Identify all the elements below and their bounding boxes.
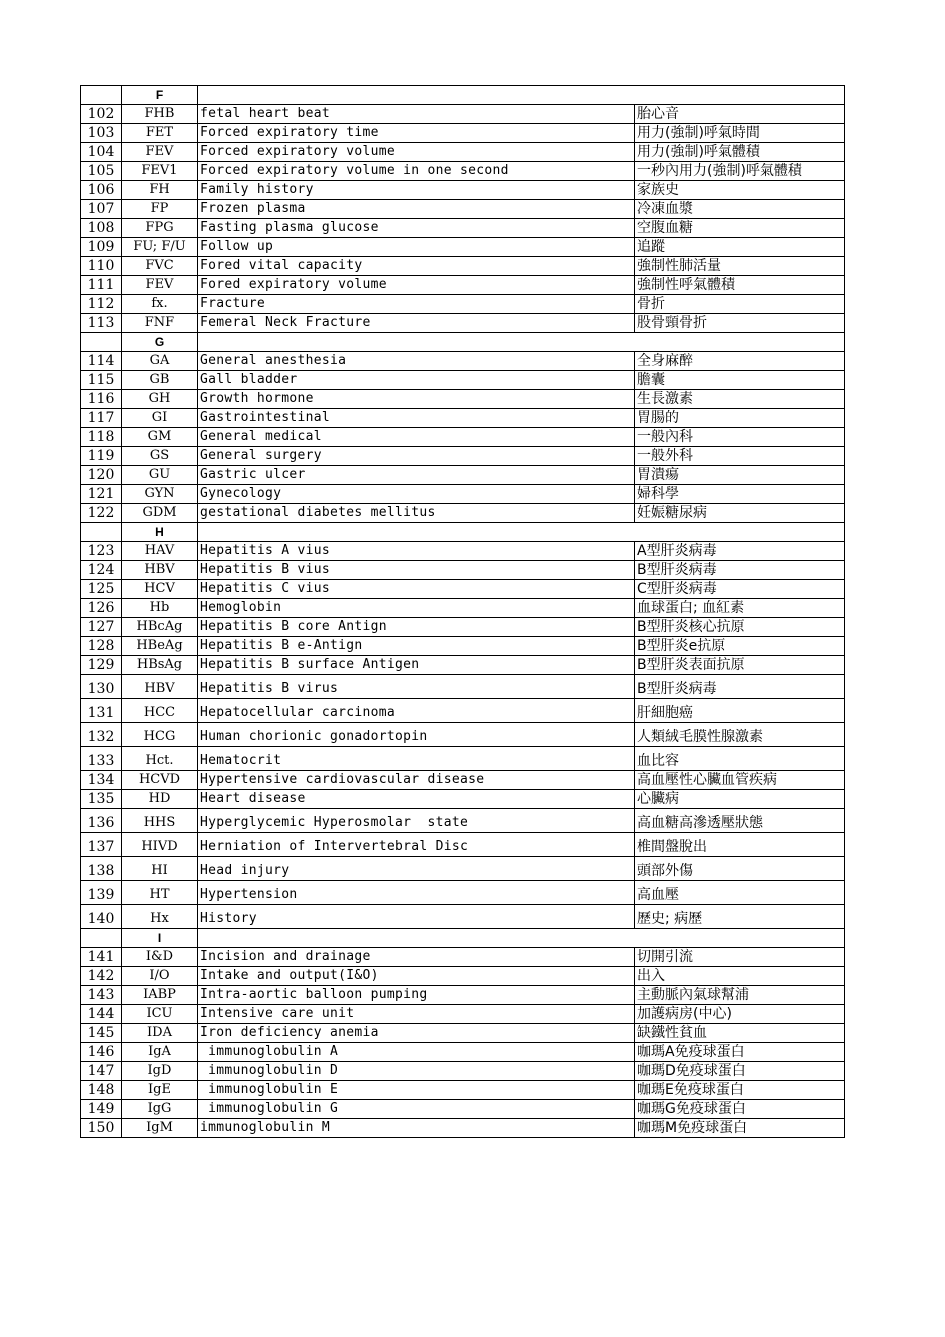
english-term-cell: Hepatitis C vius: [198, 580, 635, 599]
english-term-cell: History: [198, 905, 635, 929]
row-number: 102: [81, 105, 122, 124]
section-blank-cell: [81, 333, 122, 352]
row-number: 110: [81, 257, 122, 276]
english-term-cell: Follow up: [198, 238, 635, 257]
chinese-term-cell: 追蹤: [635, 238, 845, 257]
row-number: 141: [81, 948, 122, 967]
english-term-cell: Iron deficiency anemia: [198, 1024, 635, 1043]
table-row: [81, 352, 845, 371]
english-term-cell: Hemoglobin: [198, 599, 635, 618]
section-header-row: [81, 333, 845, 352]
english-term-cell: Gastric ulcer: [198, 466, 635, 485]
chinese-term-cell: B型肝炎核心抗原: [635, 618, 845, 637]
table-row: [81, 790, 845, 809]
table-row: [81, 675, 845, 699]
table-row: [81, 238, 845, 257]
row-number: 105: [81, 162, 122, 181]
english-term-cell: immunoglobulin G: [198, 1100, 635, 1119]
section-header-row: [81, 523, 845, 542]
abbreviation-cell: FHB: [122, 105, 198, 124]
chinese-term-cell: 人類絨毛膜性腺激素: [635, 723, 845, 747]
abbreviation-cell: IgG: [122, 1100, 198, 1119]
abbreviation-cell: IgM: [122, 1119, 198, 1138]
chinese-term-cell: 胃潰瘍: [635, 466, 845, 485]
english-term-cell: General anesthesia: [198, 352, 635, 371]
english-term-cell: Forced expiratory time: [198, 124, 635, 143]
chinese-term-cell: 一秒內用力(強制)呼氣體積: [635, 162, 845, 181]
section-letter: H: [122, 523, 198, 542]
chinese-term-cell: 咖瑪G免疫球蛋白: [635, 1100, 845, 1119]
abbreviation-cell: GA: [122, 352, 198, 371]
row-number: 114: [81, 352, 122, 371]
abbreviation-cell: HCG: [122, 723, 198, 747]
english-term-cell: Family history: [198, 181, 635, 200]
table-row: [81, 466, 845, 485]
english-term-cell: Hematocrit: [198, 747, 635, 771]
chinese-term-cell: 空腹血糖: [635, 219, 845, 238]
table-row: [81, 833, 845, 857]
table-row: [81, 390, 845, 409]
english-term-cell: General surgery: [198, 447, 635, 466]
table-row: [81, 948, 845, 967]
chinese-term-cell: 咖瑪M免疫球蛋白: [635, 1119, 845, 1138]
english-term-cell: Human chorionic gonadortopin: [198, 723, 635, 747]
table-row: [81, 881, 845, 905]
row-number: 129: [81, 656, 122, 675]
table-row: [81, 542, 845, 561]
table-row: [81, 809, 845, 833]
section-blank-cell: [81, 86, 122, 105]
table-row: [81, 1024, 845, 1043]
chinese-term-cell: A型肝炎病毒: [635, 542, 845, 561]
chinese-term-cell: 一般內科: [635, 428, 845, 447]
english-term-cell: Hepatitis B virus: [198, 675, 635, 699]
abbreviation-cell: HCV: [122, 580, 198, 599]
abbreviation-cell: HIVD: [122, 833, 198, 857]
english-term-cell: Growth hormone: [198, 390, 635, 409]
row-number: 147: [81, 1062, 122, 1081]
row-number: 143: [81, 986, 122, 1005]
abbreviation-cell: FNF: [122, 314, 198, 333]
english-term-cell: General medical: [198, 428, 635, 447]
abbreviation-cell: GS: [122, 447, 198, 466]
chinese-term-cell: C型肝炎病毒: [635, 580, 845, 599]
row-number: 111: [81, 276, 122, 295]
row-number: 119: [81, 447, 122, 466]
chinese-term-cell: 妊娠糖尿病: [635, 504, 845, 523]
row-number: 126: [81, 599, 122, 618]
table-row: [81, 905, 845, 929]
abbreviation-cell: I/O: [122, 967, 198, 986]
english-term-cell: Fracture: [198, 295, 635, 314]
english-term-cell: fetal heart beat: [198, 105, 635, 124]
row-number: 104: [81, 143, 122, 162]
table-row: [81, 124, 845, 143]
english-term-cell: Hypertensive cardiovascular disease: [198, 771, 635, 790]
section-letter: F: [122, 86, 198, 105]
abbreviation-cell: HBcAg: [122, 618, 198, 637]
abbreviation-cell: HBsAg: [122, 656, 198, 675]
row-number: 122: [81, 504, 122, 523]
row-number: 134: [81, 771, 122, 790]
abbreviation-cell: FU; F/U: [122, 238, 198, 257]
english-term-cell: Heart disease: [198, 790, 635, 809]
chinese-term-cell: 缺鐵性貧血: [635, 1024, 845, 1043]
abbreviation-cell: GI: [122, 409, 198, 428]
row-number: 103: [81, 124, 122, 143]
english-term-cell: Forced expiratory volume in one second: [198, 162, 635, 181]
abbreviation-cell: fx.: [122, 295, 198, 314]
table-row: [81, 599, 845, 618]
english-term-cell: Hepatitis B e-Antign: [198, 637, 635, 656]
english-term-cell: gestational diabetes mellitus: [198, 504, 635, 523]
row-number: 131: [81, 699, 122, 723]
chinese-term-cell: 加護病房(中心): [635, 1005, 845, 1024]
abbreviation-cell: HHS: [122, 809, 198, 833]
row-number: 115: [81, 371, 122, 390]
chinese-term-cell: 股骨頸骨折: [635, 314, 845, 333]
abbreviation-cell: FH: [122, 181, 198, 200]
chinese-term-cell: 家族史: [635, 181, 845, 200]
abbreviation-cell: Hx: [122, 905, 198, 929]
row-number: 136: [81, 809, 122, 833]
section-blank-cell: [198, 333, 845, 352]
english-term-cell: Incision and drainage: [198, 948, 635, 967]
abbreviation-cell: Hb: [122, 599, 198, 618]
english-term-cell: Gastrointestinal: [198, 409, 635, 428]
chinese-term-cell: 強制性呼氣體積: [635, 276, 845, 295]
row-number: 117: [81, 409, 122, 428]
english-term-cell: Fasting plasma glucose: [198, 219, 635, 238]
table-row: [81, 276, 845, 295]
english-term-cell: Hepatitis B core Antign: [198, 618, 635, 637]
table-row: [81, 1119, 845, 1138]
abbreviation-cell: FVC: [122, 257, 198, 276]
english-term-cell: immunoglobulin D: [198, 1062, 635, 1081]
english-term-cell: Fored vital capacity: [198, 257, 635, 276]
table-row: [81, 162, 845, 181]
table-row: [81, 637, 845, 656]
abbreviation-cell: HD: [122, 790, 198, 809]
chinese-term-cell: B型肝炎病毒: [635, 561, 845, 580]
english-term-cell: immunoglobulin M: [198, 1119, 635, 1138]
english-term-cell: Gall bladder: [198, 371, 635, 390]
abbreviation-cell: GYN: [122, 485, 198, 504]
chinese-term-cell: 椎間盤脫出: [635, 833, 845, 857]
abbreviation-table: [80, 85, 845, 1138]
row-number: 140: [81, 905, 122, 929]
abbreviation-cell: GH: [122, 390, 198, 409]
table-row: [81, 580, 845, 599]
section-letter: I: [122, 929, 198, 948]
table-row: [81, 1005, 845, 1024]
chinese-term-cell: B型肝炎表面抗原: [635, 656, 845, 675]
row-number: 133: [81, 747, 122, 771]
row-number: 138: [81, 857, 122, 881]
abbreviation-cell: IgD: [122, 1062, 198, 1081]
table-row: [81, 656, 845, 675]
row-number: 109: [81, 238, 122, 257]
table-row: [81, 314, 845, 333]
chinese-term-cell: 骨折: [635, 295, 845, 314]
chinese-term-cell: 肝細胞癌: [635, 699, 845, 723]
table-row: [81, 219, 845, 238]
table-body: [81, 86, 845, 1138]
abbreviation-cell: GM: [122, 428, 198, 447]
row-number: 121: [81, 485, 122, 504]
chinese-term-cell: 咖瑪A免疫球蛋白: [635, 1043, 845, 1062]
row-number: 132: [81, 723, 122, 747]
row-number: 107: [81, 200, 122, 219]
chinese-term-cell: 胎心音: [635, 105, 845, 124]
english-term-cell: Intra-aortic balloon pumping: [198, 986, 635, 1005]
table-row: [81, 143, 845, 162]
english-term-cell: Hypertension: [198, 881, 635, 905]
row-number: 118: [81, 428, 122, 447]
english-term-cell: Frozen plasma: [198, 200, 635, 219]
abbreviation-cell: FEV: [122, 143, 198, 162]
chinese-term-cell: 高血糖高滲透壓狀態: [635, 809, 845, 833]
row-number: 127: [81, 618, 122, 637]
section-blank-cell: [81, 929, 122, 948]
chinese-term-cell: 一般外科: [635, 447, 845, 466]
abbreviation-cell: HT: [122, 881, 198, 905]
table-row: [81, 428, 845, 447]
abbreviation-cell: I&D: [122, 948, 198, 967]
chinese-term-cell: 用力(強制)呼氣體積: [635, 143, 845, 162]
english-term-cell: immunoglobulin E: [198, 1081, 635, 1100]
english-term-cell: Forced expiratory volume: [198, 143, 635, 162]
english-term-cell: Intensive care unit: [198, 1005, 635, 1024]
row-number: 112: [81, 295, 122, 314]
chinese-term-cell: 血球蛋白; 血紅素: [635, 599, 845, 618]
abbreviation-cell: IABP: [122, 986, 198, 1005]
table-row: [81, 1100, 845, 1119]
section-blank-cell: [198, 86, 845, 105]
english-term-cell: immunoglobulin A: [198, 1043, 635, 1062]
chinese-term-cell: 全身麻醉: [635, 352, 845, 371]
table-row: [81, 561, 845, 580]
row-number: 137: [81, 833, 122, 857]
chinese-term-cell: 高血壓性心臟血管疾病: [635, 771, 845, 790]
abbreviation-cell: ICU: [122, 1005, 198, 1024]
abbreviation-cell: GDM: [122, 504, 198, 523]
chinese-term-cell: 出入: [635, 967, 845, 986]
abbreviation-cell: FP: [122, 200, 198, 219]
abbreviation-cell: FEV1: [122, 162, 198, 181]
abbreviation-cell: IgE: [122, 1081, 198, 1100]
chinese-term-cell: 冷凍血漿: [635, 200, 845, 219]
row-number: 123: [81, 542, 122, 561]
abbreviation-cell: IDA: [122, 1024, 198, 1043]
row-number: 116: [81, 390, 122, 409]
abbreviation-cell: FEV: [122, 276, 198, 295]
row-number: 106: [81, 181, 122, 200]
english-term-cell: Hepatitis B vius: [198, 561, 635, 580]
table-row: [81, 723, 845, 747]
table-row: [81, 699, 845, 723]
section-header-row: [81, 86, 845, 105]
table-row: [81, 181, 845, 200]
row-number: 113: [81, 314, 122, 333]
abbreviation-cell: Hct.: [122, 747, 198, 771]
abbreviation-cell: IgA: [122, 1043, 198, 1062]
table-row: [81, 295, 845, 314]
row-number: 142: [81, 967, 122, 986]
abbreviation-cell: HCVD: [122, 771, 198, 790]
abbreviation-cell: HBV: [122, 561, 198, 580]
chinese-term-cell: 主動脈內氣球幫浦: [635, 986, 845, 1005]
table-row: [81, 1081, 845, 1100]
row-number: 145: [81, 1024, 122, 1043]
table-row: [81, 771, 845, 790]
abbreviation-cell: HBV: [122, 675, 198, 699]
row-number: 124: [81, 561, 122, 580]
table-row: [81, 504, 845, 523]
row-number: 120: [81, 466, 122, 485]
abbreviation-cell: GU: [122, 466, 198, 485]
row-number: 130: [81, 675, 122, 699]
chinese-term-cell: 心臟病: [635, 790, 845, 809]
chinese-term-cell: 歷史; 病歷: [635, 905, 845, 929]
chinese-term-cell: 血比容: [635, 747, 845, 771]
row-number: 148: [81, 1081, 122, 1100]
row-number: 108: [81, 219, 122, 238]
abbreviation-cell: HI: [122, 857, 198, 881]
table-row: [81, 485, 845, 504]
table-row: [81, 1062, 845, 1081]
chinese-term-cell: 胃腸的: [635, 409, 845, 428]
english-term-cell: Hepatitis A vius: [198, 542, 635, 561]
chinese-term-cell: 膽囊: [635, 371, 845, 390]
table-row: [81, 200, 845, 219]
chinese-term-cell: 強制性肺活量: [635, 257, 845, 276]
chinese-term-cell: 咖瑪E免疫球蛋白: [635, 1081, 845, 1100]
row-number: 135: [81, 790, 122, 809]
chinese-term-cell: B型肝炎病毒: [635, 675, 845, 699]
english-term-cell: Intake and output(I&O): [198, 967, 635, 986]
chinese-term-cell: B型肝炎e抗原: [635, 637, 845, 656]
abbreviation-cell: GB: [122, 371, 198, 390]
table-row: [81, 409, 845, 428]
table-row: [81, 371, 845, 390]
section-header-row: [81, 929, 845, 948]
row-number: 150: [81, 1119, 122, 1138]
row-number: 149: [81, 1100, 122, 1119]
table-row: [81, 447, 845, 466]
abbreviation-cell: HBeAg: [122, 637, 198, 656]
english-term-cell: Hyperglycemic Hyperosmolar state: [198, 809, 635, 833]
chinese-term-cell: 切開引流: [635, 948, 845, 967]
row-number: 146: [81, 1043, 122, 1062]
table-row: [81, 857, 845, 881]
english-term-cell: Hepatocellular carcinoma: [198, 699, 635, 723]
row-number: 139: [81, 881, 122, 905]
section-blank-cell: [198, 929, 845, 948]
table-row: [81, 986, 845, 1005]
english-term-cell: Femeral Neck Fracture: [198, 314, 635, 333]
table-row: [81, 618, 845, 637]
chinese-term-cell: 高血壓: [635, 881, 845, 905]
chinese-term-cell: 生長激素: [635, 390, 845, 409]
english-term-cell: Fored expiratory volume: [198, 276, 635, 295]
english-term-cell: Herniation of Intervertebral Disc: [198, 833, 635, 857]
section-blank-cell: [81, 523, 122, 542]
abbreviation-cell: HCC: [122, 699, 198, 723]
table-row: [81, 967, 845, 986]
abbreviation-cell: HAV: [122, 542, 198, 561]
english-term-cell: Head injury: [198, 857, 635, 881]
row-number: 125: [81, 580, 122, 599]
chinese-term-cell: 用力(強制)呼氣時間: [635, 124, 845, 143]
english-term-cell: Gynecology: [198, 485, 635, 504]
abbreviation-cell: FET: [122, 124, 198, 143]
chinese-term-cell: 頭部外傷: [635, 857, 845, 881]
row-number: 144: [81, 1005, 122, 1024]
table-row: [81, 1043, 845, 1062]
abbreviation-cell: FPG: [122, 219, 198, 238]
english-term-cell: Hepatitis B surface Antigen: [198, 656, 635, 675]
table-row: [81, 747, 845, 771]
table-row: [81, 105, 845, 124]
section-letter: G: [122, 333, 198, 352]
row-number: 128: [81, 637, 122, 656]
chinese-term-cell: 婦科學: [635, 485, 845, 504]
section-blank-cell: [198, 523, 845, 542]
table-row: [81, 257, 845, 276]
chinese-term-cell: 咖瑪D免疫球蛋白: [635, 1062, 845, 1081]
